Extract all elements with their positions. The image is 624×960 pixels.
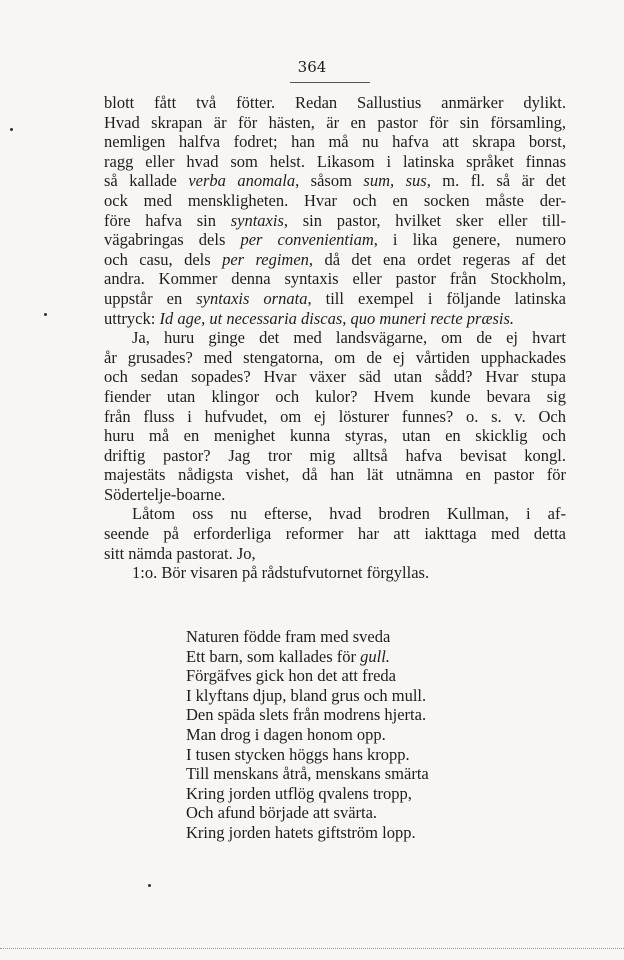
text-line: ragg eller hvad som helst. Likasom i latinska språket finnas <box>104 151 566 171</box>
text-line: fiender utan klingor och kulor? Hvem kunde bevara sig <box>104 386 566 406</box>
text-line: driftig pastor? Jag tror mig alltså hafva bevisat kongl. <box>104 445 566 465</box>
text-line: vägabringas dels per convenientiam, i lika genere, numero <box>104 230 566 250</box>
text-line: före hafva sin syntaxis, sin pastor, hvilket sker eller till- <box>104 210 566 230</box>
text-line: sitt nämda pastorat. Jo, <box>104 543 256 563</box>
poem-line: Ett barn, som kallades för gull. <box>186 646 390 666</box>
page-number: 364 <box>297 58 327 76</box>
poem-line: I tusen stycken höggs hans kropp. <box>186 744 410 764</box>
text-line: så kallade verba anomala, såsom sum, sus, m. fl. så är det <box>104 171 567 191</box>
margin-speck <box>44 313 47 316</box>
prose-text <box>104 93 566 583</box>
poem-line: I klyftans djup, bland grus och mull. <box>186 685 427 705</box>
text-line: uttryck: Id age, ut necessaria discas, quo muneri recte præsis. <box>104 308 515 328</box>
margin-speck <box>148 884 151 887</box>
text-line: Hvad skrapan är för hästen, är en pastor för sin församling, <box>104 112 566 132</box>
text-line: andra. Kommer denna syntaxis eller pastor från Stockholm, <box>104 269 566 289</box>
text-line: ock med menskligheten. Hvar och en socken måste der- <box>104 190 566 210</box>
paragraph <box>104 563 566 583</box>
poem-line: Kring jorden hatets giftström lopp. <box>186 822 416 842</box>
poem-line: Kring jorden utflög qvalens tropp, <box>186 783 412 803</box>
text-line: blott fått två fötter. Redan Sallustius anmärker dylikt. <box>104 93 566 112</box>
text-line: år grusades? med stengatorna, om de ej vårtiden upphackades <box>104 347 566 367</box>
page-bottom-edge <box>0 948 624 950</box>
poem-line: Den späda slets från modrens hjerta. <box>186 705 427 725</box>
poem-line: Naturen födde fram med sveda <box>186 627 391 646</box>
text-line: Ja, huru ginge det med landsvägarne, om de ej hvart <box>132 328 566 348</box>
margin-speck <box>10 128 13 131</box>
text-line: 1:o. Bör visaren på rådstufvutornet förgyllas. <box>132 563 430 583</box>
text-line: från fluss i hufvudet, om ej lösturer funnes? o. s. v. Och <box>104 406 566 426</box>
text-line: huru må en menighet kunna styras, utan en skicklig och <box>104 426 566 446</box>
text-line: Låtom oss nu efterse, hvad brodren Kullman, i af- <box>132 504 566 524</box>
text-line: uppstår en syntaxis ornata, till exempel i följande latinska <box>104 288 566 308</box>
text-line: och sedan sopades? Hvar växer säd utan sådd? Hvar stupa <box>104 367 566 387</box>
text-line: nemligen halfva fodret; han må nu hafva att skrapa borst, <box>104 132 566 152</box>
page-number-rule <box>290 82 370 83</box>
poem-line: Till menskans åtrå, menskans smärta <box>186 764 429 784</box>
poem-line: Man drog i dagen honom opp. <box>186 724 386 744</box>
text-line: majestäts nådigsta vishet, då han lät utnämna en pastor för <box>104 465 566 485</box>
paragraph <box>104 328 566 504</box>
paragraph <box>104 93 566 328</box>
text-line: seende på erforderliga reformer har att iakttaga med detta <box>104 524 566 544</box>
poem-line: Förgäfves gick hon det att freda <box>186 666 397 686</box>
text-line: Södertelje-boarne. <box>104 484 226 504</box>
poem-line: Och afund började att svärta. <box>186 803 378 823</box>
poem <box>186 627 429 843</box>
paragraph <box>104 504 566 563</box>
text-line: och casu, dels per regimen, då det ena ordet regeras af det <box>104 249 566 269</box>
